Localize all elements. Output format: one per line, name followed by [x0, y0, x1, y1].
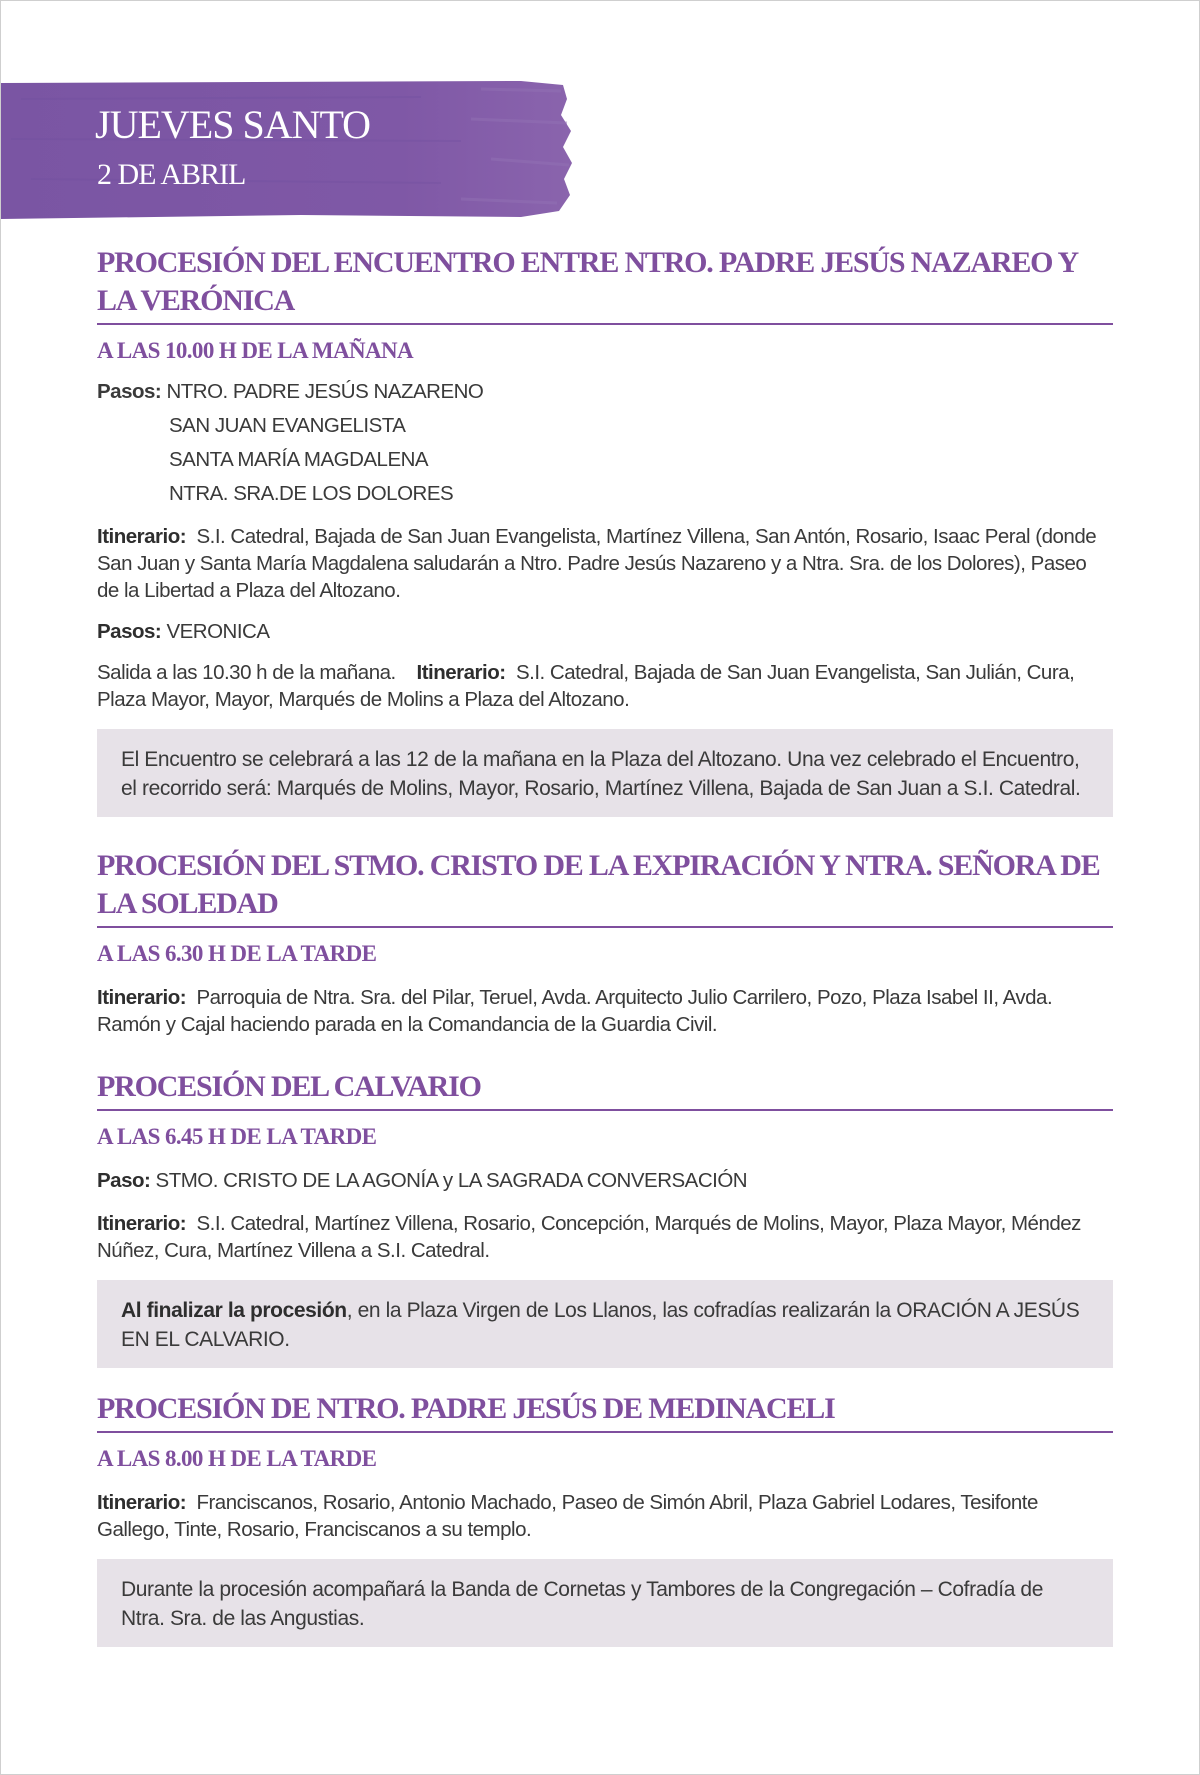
- pasos2-paragraph: [97, 618, 1113, 645]
- itinerario-paragraph: [97, 1210, 1113, 1264]
- page-title: JUEVES SANTO: [95, 102, 371, 147]
- paso-item: STMO. CRISTO DE LA AGONÍA y LA SAGRADA CONVERSACIÓN: [155, 1169, 748, 1192]
- paso-item: NTRO. PADRE JESÚS NAZARENO: [166, 380, 484, 403]
- itinerario-label: Itinerario:: [416, 661, 506, 684]
- section-time: A LAS 8.00 H DE LA TARDE: [97, 1446, 377, 1471]
- itinerario-label: Itinerario:: [97, 1491, 187, 1514]
- paso-item: SAN JUAN EVANGELISTA: [169, 414, 406, 437]
- note-box: [97, 1280, 1113, 1368]
- itinerario-paragraph: [97, 1489, 1113, 1543]
- itinerario-paragraph: [97, 984, 1113, 1038]
- paso-paragraph: [97, 1167, 1113, 1194]
- paso-label: Paso:: [97, 1169, 151, 1192]
- note-box: [97, 729, 1113, 817]
- section-title: PROCESIÓN DEL CALVARIO: [97, 1068, 1113, 1111]
- section-title: PROCESIÓN DE NTRO. PADRE JESÚS DE MEDINACELI: [97, 1390, 1113, 1433]
- note-text: Durante la procesión acompañará la Banda de Cornetas y Tambores de la Congregación – Cofradía de Ntra. Sra. de las Angustias.: [121, 1578, 1043, 1630]
- pasos-label: Pasos:: [97, 380, 162, 403]
- itinerario-text: S.I. Catedral, Martínez Villena, Rosario, Concepción, Marqués de Molins, Mayor, Plaza Mayor, Méndez Núñez, Cura, Martínez Villena a S.I. Catedral.: [97, 1212, 1081, 1262]
- pasos-list: [97, 375, 1113, 511]
- page-date: 2 DE ABRIL: [97, 158, 246, 191]
- note-text: El Encuentro se celebrará a las 12 de la mañana en la Plaza del Altozano. Una vez celebrado el Encuentro, el recorrido será: Marqués de Molins, Mayor, Rosario, Martínez Villena, Bajada de San Juan a S.I. Catedral.: [121, 748, 1081, 800]
- section-time: A LAS 10.00 H DE LA MAÑANA: [97, 338, 414, 363]
- salida-paragraph: [97, 659, 1113, 713]
- section-time: A LAS 6.30 H DE LA TARDE: [97, 941, 377, 966]
- header-banner: [1, 79, 576, 221]
- itinerario-text: S.I. Catedral, Bajada de San Juan Evangelista, Martínez Villena, San Antón, Rosario, Isaac Peral (donde San Juan y Santa María Magdalena saludarán a Ntro. Padre Jesús Nazareno y a Ntra. Sra. de los Dolores), Paseo de la Libertad a Plaza del Altozano.: [97, 525, 1097, 602]
- itinerario-label: Itinerario:: [97, 986, 187, 1009]
- section-expiracion: [97, 847, 1113, 1038]
- itinerario-label: Itinerario:: [97, 525, 187, 548]
- section-time: A LAS 6.45 H DE LA TARDE: [97, 1124, 377, 1149]
- itinerario-text: S.I. Catedral, Bajada de San Juan Evangelista, San Julián, Cura, Plaza Mayor, Mayor, Marqués de Molins a Plaza del Altozano.: [97, 661, 1075, 711]
- section-encuentro: [97, 244, 1113, 817]
- itinerario-text: Parroquia de Ntra. Sra. del Pilar, Teruel, Avda. Arquitecto Julio Carrilero, Pozo, Plaza Isabel II, Avda. Ramón y Cajal haciendo parada en la Comandancia de la Guardia Civil.: [97, 986, 1053, 1036]
- paso-item: NTRA. SRA.DE LOS DOLORES: [169, 482, 454, 505]
- brush-stroke-banner: [1, 79, 576, 221]
- section-title: PROCESIÓN DEL ENCUENTRO ENTRE NTRO. PADRE JESÚS NAZAREO Y LA VERÓNICA: [97, 244, 1113, 325]
- section-calvario: [97, 1068, 1113, 1368]
- pasos-label: Pasos:: [97, 620, 162, 643]
- section-title: PROCESIÓN DEL STMO. CRISTO DE LA EXPIRACIÓN Y NTRA. SEÑORA DE LA SOLEDAD: [97, 847, 1113, 928]
- note-text: , en la Plaza Virgen de Los Llanos, las cofradías realizarán la ORACIÓN A JESÚS EN EL CALVARIO.: [121, 1299, 1080, 1351]
- paso-item: SANTA MARÍA MAGDALENA: [169, 448, 429, 471]
- itinerario-paragraph: [97, 523, 1113, 604]
- pasos-row: [97, 375, 1113, 409]
- itinerario-label: Itinerario:: [97, 1212, 187, 1235]
- itinerario-text: Franciscanos, Rosario, Antonio Machado, Paseo de Simón Abril, Plaza Gabriel Lodares, Tesifonte Gallego, Tinte, Rosario, Franciscanos a su templo.: [97, 1491, 1038, 1541]
- note-box: [97, 1559, 1113, 1647]
- content: [97, 244, 1113, 1647]
- section-medinaceli: [97, 1390, 1113, 1647]
- note-bold-text: Al finalizar la procesión: [121, 1299, 347, 1322]
- salida-text: Salida a las 10.30 h de la mañana.: [97, 661, 396, 684]
- paso-item: VERONICA: [166, 620, 270, 643]
